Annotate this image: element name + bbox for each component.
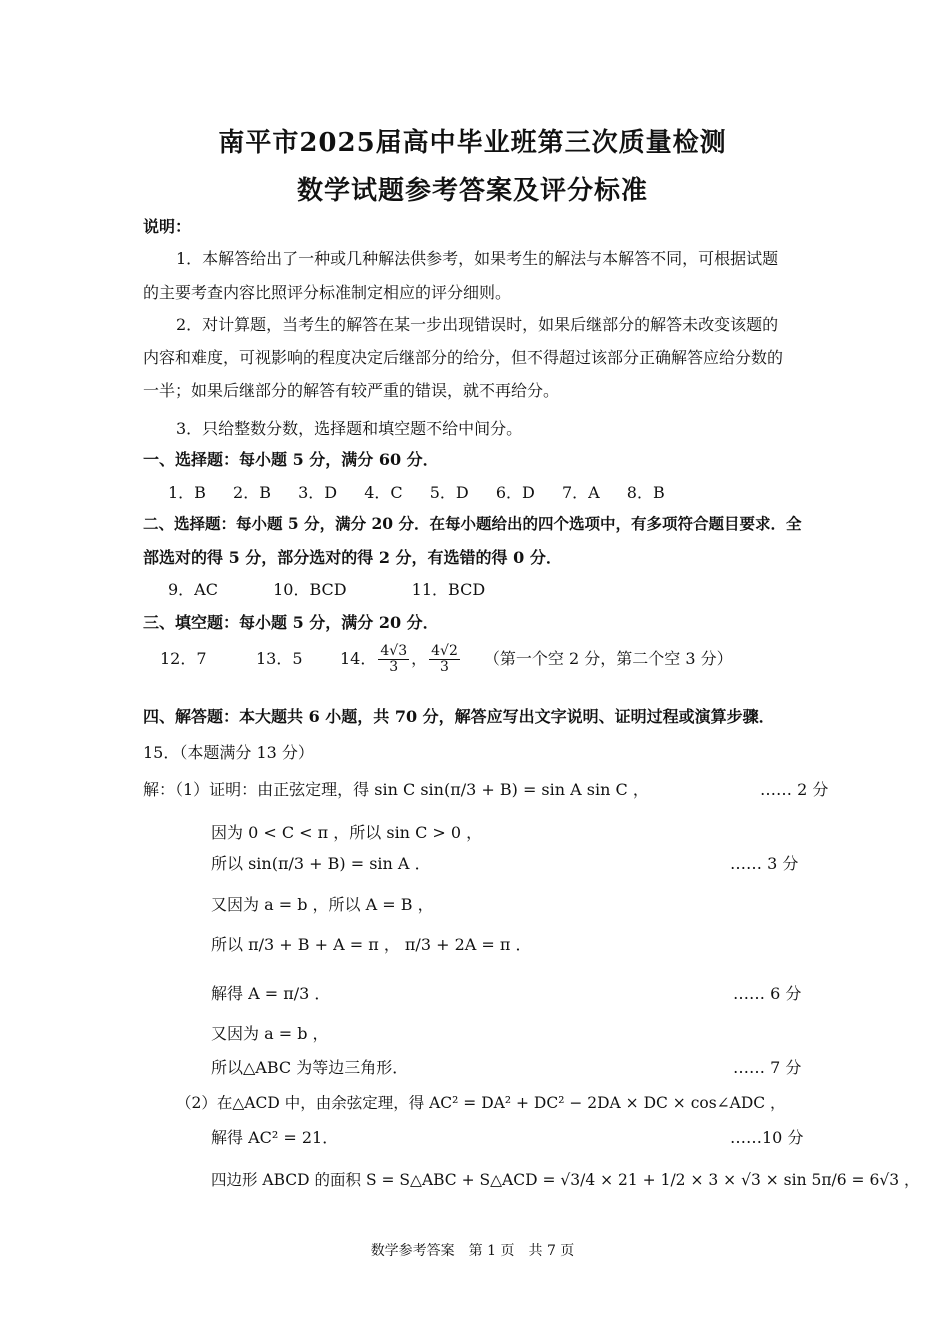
answer-item: 12．7	[160, 649, 207, 668]
solution-line: 四边形 ABCD 的面积 S = S△ABC + S△ACD = √3/4 × 21 + 1/2 × 3 × √3 × sin 5π/6 = 6√3 ，	[211, 1171, 920, 1189]
score-mark: …… 7 分	[733, 1058, 802, 1077]
answer-item: 9．AC	[168, 580, 218, 599]
note-line: 3．只给整数分数，选择题和填空题不给中间分。	[176, 419, 523, 438]
section1-heading: 一、选择题：每小题 5 分，满分 60 分．	[143, 450, 439, 469]
solution-line: 解：（1）证明：由正弦定理，得 sin C sin(π/3 + B) = sin A sin C ，	[143, 780, 649, 799]
solution-line: 因为 0 < C < π ，所以 sin C > 0 ，	[211, 823, 483, 842]
answer-item: 14．	[340, 649, 377, 668]
section3-answers	[160, 644, 733, 675]
page-footer: 数学参考答案 第 1 页 共 7 页	[370, 1243, 575, 1259]
comma: ，	[411, 649, 428, 668]
score-mark: …… 6 分	[733, 984, 802, 1003]
answer-item: 1．B	[168, 483, 206, 502]
score-mark: …… 2 分	[760, 780, 829, 799]
page-title: 南平市2025届高中毕业班第三次质量检测	[218, 128, 727, 158]
section2-heading-cont: 部选对的得 5 分，部分选对的得 2 分，有选错的得 0 分．	[143, 548, 562, 567]
note-line: 内容和难度，可视影响的程度决定后继部分的给分，但不得超过该部分正确解答应给分数的	[143, 348, 784, 367]
solution-line: 又因为 a = b ，	[211, 1024, 329, 1043]
section2-heading: 二、选择题：每小题 5 分，满分 20 分．在每小题给出的四个选项中，有多项符合题目要求．全	[143, 514, 802, 533]
section4-heading: 四、解答题：本大题共 6 小题，共 70 分，解答应写出文字说明、证明过程或演算步骤．	[143, 707, 775, 726]
answer-item: 5．D	[429, 483, 469, 502]
scoring-note: （第一个空 2 分，第二个空 3 分）	[483, 649, 733, 668]
page-subtitle: 数学试题参考答案及评分标准	[296, 176, 648, 206]
score-mark: …… 3 分	[730, 854, 799, 873]
answer-item: 7．A	[561, 483, 600, 502]
solution-line: 所以△ABC 为等边三角形．	[211, 1058, 409, 1077]
fraction: $\frac{4√2}{3}$	[431, 643, 458, 675]
note-heading: 说明：	[143, 217, 192, 236]
fraction: $\frac{4√3}{3}$	[380, 643, 408, 675]
solution-line: 所以 π/3 + B + A = π ， π/3 + 2A = π ．	[211, 935, 532, 954]
section1-answers	[168, 480, 687, 503]
section3-heading: 三、填空题：每小题 5 分，满分 20 分．	[143, 613, 439, 632]
note-line: 一半；如果后继部分的解答有较严重的错误，就不再给分。	[143, 381, 560, 400]
answer-item: 3．D	[298, 483, 338, 502]
question-15-heading: 15．（本题满分 13 分）	[143, 743, 314, 762]
solution-line: 解得 AC² = 21．	[211, 1128, 339, 1147]
answer-item: 11．BCD	[411, 580, 486, 599]
score-mark: ……10 分	[730, 1128, 804, 1147]
note-line: 2．对计算题，当考生的解答在某一步出现错误时，如果后继部分的解答未改变该题的	[176, 315, 779, 334]
answer-item: 4．C	[364, 483, 403, 502]
answer-item: 13．5	[256, 649, 303, 668]
solution-line: （2）在△ACD 中，由余弦定理，得 AC² = DA² + DC² − 2DA × DC × cos∠ADC ，	[176, 1094, 786, 1112]
solution-line: 所以 sin(π/3 + B) = sin A ．	[211, 854, 431, 873]
answer-item: 10．BCD	[273, 580, 347, 599]
answer-item: 6．D	[495, 483, 535, 502]
note-line: 的主要考查内容比照评分标准制定相应的评分细则。	[143, 283, 512, 302]
section2-answers	[168, 577, 507, 600]
solution-line: 又因为 a = b ，所以 A = B ，	[211, 895, 434, 914]
answer-item: 2．B	[233, 483, 271, 502]
note-line: 1．本解答给出了一种或几种解法供参考，如果考生的解法与本解答不同，可根据试题	[176, 249, 779, 268]
answer-item: 8．B	[626, 483, 665, 502]
solution-line: 解得 A = π/3 ．	[211, 984, 331, 1003]
